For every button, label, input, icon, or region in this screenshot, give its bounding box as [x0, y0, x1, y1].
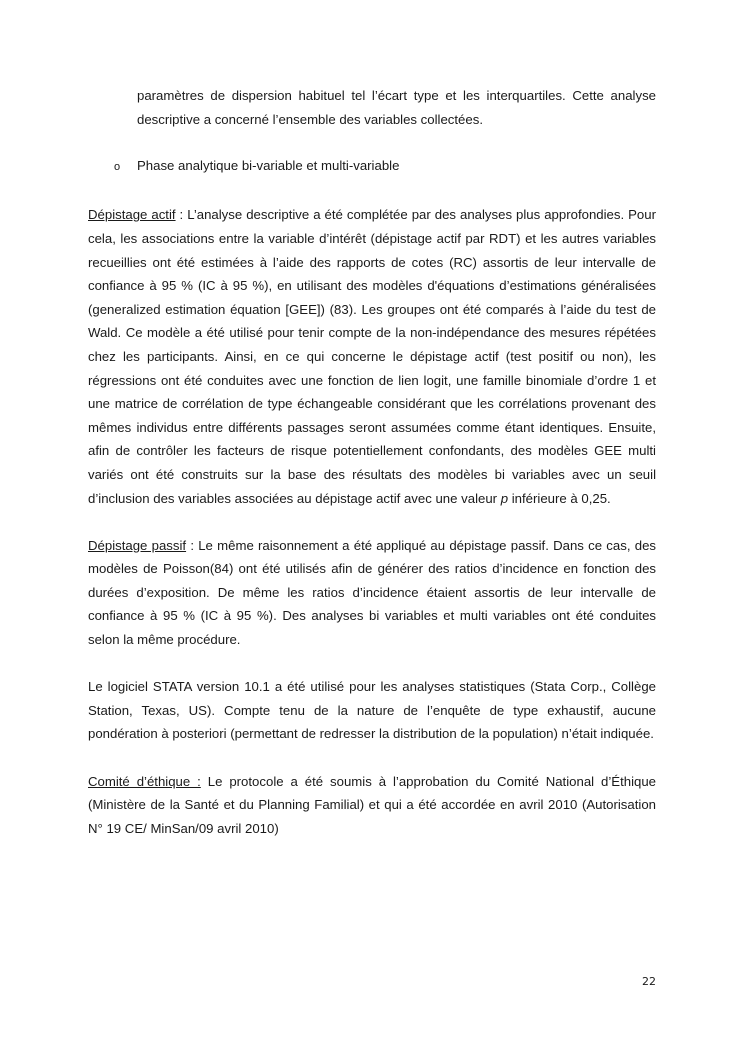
continuation-paragraph: paramètres de dispersion habituel tel l’écart type et les interquartiles. Cette analyse descriptive a concerné l’ensemble des variables collectées.: [137, 88, 656, 127]
paragraph-depistage-passif: [88, 534, 656, 652]
tail-depistage-actif: inférieure à 0,25.: [508, 490, 611, 506]
paragraph-depistage-actif: [88, 203, 656, 510]
page-number: 22: [642, 975, 656, 988]
heading-comite: Comité d’éthique :: [88, 773, 201, 789]
page-body: [88, 84, 656, 840]
bullet-text: Phase analytique bi-variable et multi-variable: [137, 158, 400, 174]
body-comite: Le protocole a été soumis à l’approbation du Comité National d’Éthique (Ministère de la Santé et du Planning Familial) et qui a été accordée en avril 2010 (Autorisation N° 19 CE/ MinSan/09 avril 2010): [88, 773, 656, 836]
heading-depistage-passif: Dépistage passif: [88, 537, 187, 553]
italic-p: p: [500, 490, 509, 506]
paragraph-logiciel: Le logiciel STATA version 10.1 a été utilisé pour les analyses statistiques (Stata Corp., Collège Station, Texas, US). Compte tenu de la nature de l’enquête de type exhaustif, aucune pondération à posteriori (permettant de redresser la distribution de la population) n’était indiquée.: [88, 679, 656, 742]
bullet-circle-icon: o: [114, 161, 121, 174]
paragraph-comite: [88, 770, 656, 841]
heading-depistage-actif: Dépistage actif: [88, 207, 176, 223]
body-depistage-actif: : L’analyse descriptive a été complétée par des analyses plus approfondies. Pour cela, les associations entre la variable d’intérêt (dépistage actif par RDT) et les autres variables recueillies ont été estimées à l’aide des rapports de cotes (RC) assortis de leur intervalle de confiance à 95 % (IC à 95 %), en utilisant des modèles d'équations d’estimations généralisées (generalized estimation équation [GEE]) (83). Les groupes ont été comparés à l’aide du test de Wald. Ce modèle a été utilisé pour tenir compte de la non-indépendance des mesures répétées chez les participants. Ainsi, en ce qui concerne le dépistage actif (test positif ou non), les régressions ont été conduites avec une fonction de lien logit, une famille binomiale d’ordre 1 et une matrice de corrélation de type échangeable considérant que les corrélations provenant des mêmes individus entre différents passages seront assumées comme étant identiques. Ensuite, afin de contrôler les facteurs de risque potentiellement confondants, des modèles GEE multi variés ont été construits sur la base des résultats des modèles bi variables avec un seuil d’inclusion des variables associées au dépistage actif avec une valeur: [88, 207, 656, 506]
bullet-item: [114, 154, 656, 180]
body-depistage-passif: : Le même raisonnement a été appliqué au dépistage passif. Dans ce cas, des modèles de Poisson(84) ont été utilisés afin de générer des ratios d’incidence en fonction des durées d’exposition. De même les ratios d’incidence étaient assortis de leur intervalle de confiance à 95 % (IC à 95 %). Des analyses bi variables et multi variables ont été conduites selon la même procédure.: [88, 537, 656, 648]
